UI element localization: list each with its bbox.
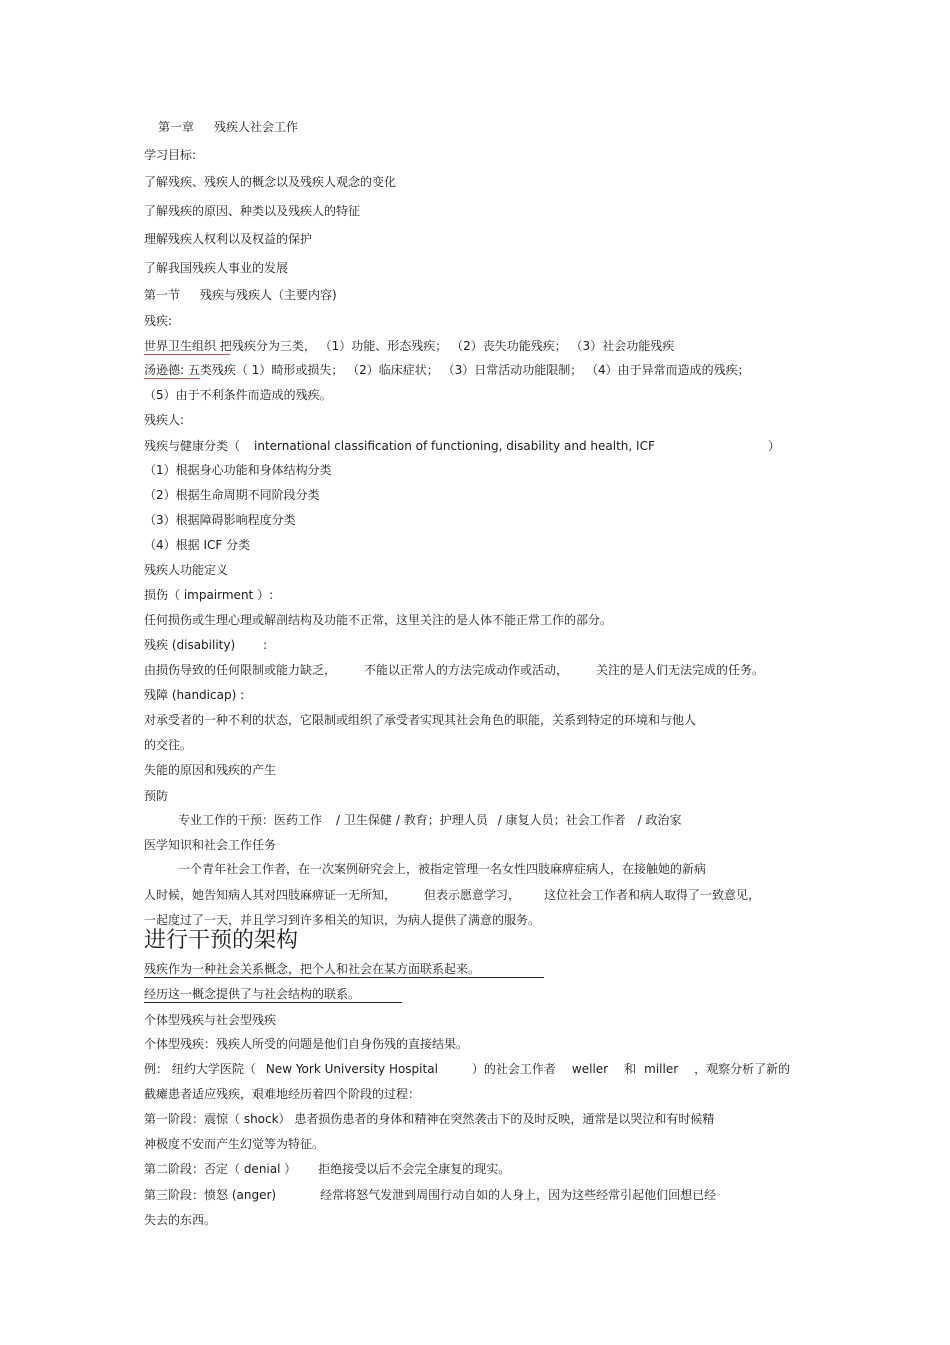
stage-label: 第二阶段：否定（ denial ）	[144, 1162, 297, 1176]
goal-item: 了解残疾的原因、种类以及残疾人的特征	[144, 204, 361, 218]
medical-heading: 医学知识和社会工作任务	[144, 838, 277, 852]
causes-heading: 失能的原因和残疾的产生	[144, 763, 277, 777]
example-line-2: 截瘫患者适应残疾，艰难地经历着四个阶段的过程：	[144, 1087, 421, 1101]
icf-item: （4）根据 ICF 分类	[144, 538, 251, 552]
intervention-part: / 教育；护理人员	[395, 813, 488, 827]
stage-label: 第三阶段：愤怒 (anger)	[144, 1188, 277, 1202]
chapter-heading	[158, 119, 298, 135]
icf-item: （3）根据障碍影响程度分类	[144, 513, 296, 527]
intervention-part: 专业工作的干预：医药工作	[178, 813, 323, 827]
tang-underline	[144, 378, 200, 379]
disability-colon: :	[263, 638, 268, 652]
individual-type: 个体型残疾：残疾人所受的问题是他们自身伤残的直接结果。	[144, 1037, 469, 1051]
example-name-1: weller	[571, 1062, 609, 1076]
icf-item: （1）根据身心功能和身体结构分类	[144, 463, 332, 477]
example-prefix: 例： 纽约大学医院（	[144, 1062, 256, 1076]
medical-part: 但表示愿意学习，	[424, 888, 521, 902]
intervention-line	[178, 812, 681, 828]
example-name-2: miller	[644, 1062, 679, 1076]
goal-item: 理解残疾人权利以及权益的保护	[144, 232, 313, 246]
who-underline	[144, 354, 230, 355]
icf-item: （2）根据生命周期不同阶段分类	[144, 488, 320, 502]
example-mid: ）的社会工作者	[471, 1062, 556, 1076]
chapter-label: 第一章	[158, 120, 195, 134]
stage-label: 第一阶段：震惊（ shock）	[144, 1112, 291, 1126]
stage-3-continuation: 失去的东西。	[144, 1213, 217, 1227]
icf-suffix: ）	[768, 439, 781, 453]
who-classification	[144, 338, 674, 354]
example-tail: ，观察分析了新的	[694, 1062, 791, 1076]
impairment-label: 损伤（ impairment ）:	[144, 588, 274, 602]
framework-line-1: 残疾作为一种社会关系概念，把个人和社会在某方面联系起来。	[144, 962, 481, 976]
disability-definition	[144, 662, 764, 678]
goal-item: 了解残疾、残疾人的概念以及残疾人观念的变化	[144, 175, 397, 189]
disabled-person-heading: 残疾人:	[144, 413, 185, 427]
medical-part: 人时候，她告知病人其对四肢麻痹证一无所知，	[144, 888, 397, 902]
framework-underline-1	[144, 977, 544, 978]
disability-def-part: 关注的是人们无法完成的任务。	[596, 663, 765, 677]
who-text: 把残疾分为三类， （1）功能、形态残疾； （2）丧失功能残疾； （3）社会功能残疾	[219, 339, 675, 353]
handicap-definition: 对承受者的一种不利的状态，它限制或组织了承受者实现其社会角色的职能，关系到特定的环境和与他人	[144, 713, 697, 727]
tang-classification	[144, 362, 750, 378]
stage-2	[144, 1161, 510, 1177]
goals-heading: 学习目标:	[144, 148, 197, 162]
example-hospital: New York University Hospital	[265, 1062, 438, 1076]
tang-continuation: （5）由于不利条件而造成的残疾。	[144, 388, 332, 402]
stage-3	[144, 1187, 716, 1203]
icf-prefix: 残疾与健康分类（	[144, 439, 241, 453]
intervention-part: / 政治家	[637, 813, 682, 827]
prevention-heading: 预防	[144, 789, 169, 803]
framework-underline-2	[144, 1002, 402, 1003]
medical-paragraph-2	[144, 887, 760, 903]
stage-text: 拒绝接受以后不会完全康复的现实。	[318, 1162, 511, 1176]
disability-label: 残疾 (disability)	[144, 638, 236, 652]
section-label: 第一节	[144, 288, 181, 302]
medical-part: 这位社会工作者和病人取得了一致意见，	[544, 888, 761, 902]
framework-line-2: 经历这一概念提供了与社会结构的联系。	[144, 987, 361, 1001]
tang-text: 五类残疾（ 1）畸形或损失； （2）临床症状； （3）日常活动功能限制； （4）由于异常而造成的残疾；	[187, 363, 750, 377]
intervention-part: / 康复人员；社会工作者	[497, 813, 626, 827]
icf-line	[144, 438, 784, 454]
chapter-title: 残疾人社会工作	[214, 120, 299, 134]
stage-text: 患者损伤患者的身体和精神在突然袭击下的及时反映，通常是以哭泣和有时候精	[294, 1112, 715, 1126]
tang-name: 汤逊德:	[144, 363, 185, 377]
medical-paragraph-3: 一起度过了一天，并且学习到许多相关的知识，为病人提供了满意的服务。	[144, 913, 541, 927]
types-heading: 个体型残疾与社会型残疾	[144, 1013, 277, 1027]
disability-def-part: 由损伤导致的任何限制或能力缺乏，	[144, 663, 337, 677]
disability-label-line	[144, 637, 267, 653]
goal-item: 了解我国残疾人事业的发展	[144, 261, 289, 275]
disability-heading: 残疾:	[144, 314, 173, 328]
section-heading	[144, 287, 337, 303]
icf-text: international classification of functioning, disability and health, ICF	[254, 439, 655, 453]
stage-1	[144, 1111, 714, 1127]
intervention-part: / 卫生保健	[336, 813, 392, 827]
section-title: 残疾与残疾人（主要内容)	[200, 288, 337, 302]
stage-1-continuation: 神极度不安而产生幻觉等为特征。	[144, 1137, 325, 1151]
handicap-definition-cont: 的交往。	[144, 738, 193, 752]
impairment-definition: 任何损伤或生理心理或解剖结构及功能不正常，这里关注的是人体不能正常工作的部分。	[144, 613, 613, 627]
framework-heading: 进行干预的架构	[144, 928, 299, 953]
medical-paragraph: 一个青年社会工作者，在一次案例研究会上，被指定管理一名女性四肢麻痹症病人，在接触她的新病	[178, 862, 707, 876]
disability-def-part: 不能以正常人的方法完成动作或活动，	[364, 663, 569, 677]
handicap-label: 残障 (handicap) :	[144, 688, 245, 702]
who-name: 世界卫生组织	[144, 339, 217, 353]
functional-heading: 残疾人功能定义	[144, 563, 229, 577]
example-and: 和	[624, 1062, 637, 1076]
example-line	[144, 1061, 790, 1077]
stage-text: 经常将怒气发泄到周围行动自如的人身上，因为这些经常引起他们回想已经	[320, 1188, 717, 1202]
